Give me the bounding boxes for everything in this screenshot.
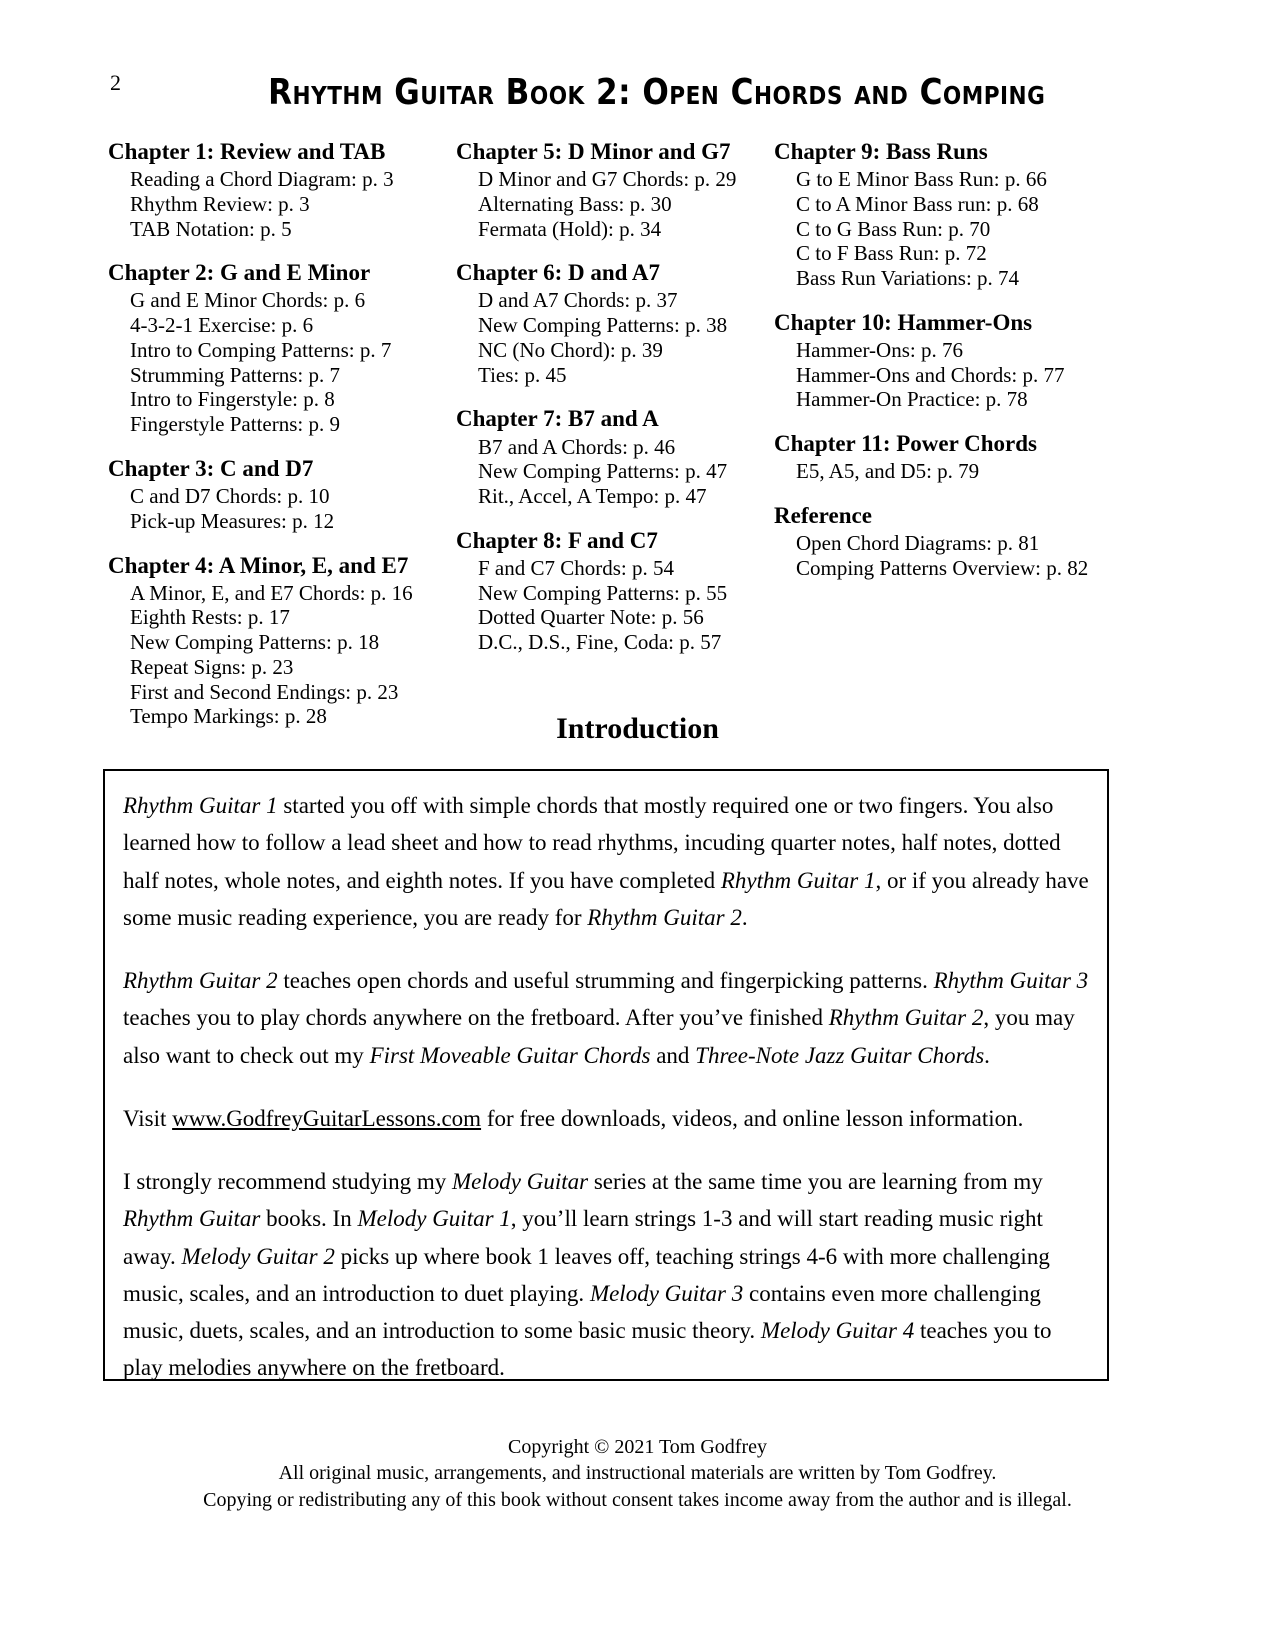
toc-chapter-block [774,502,1104,581]
emphasis-text: Rhythm Guitar 1 [720,867,876,893]
toc-entry[interactable]: Tempo Markings: p. 28 [130,704,327,729]
toc-entry[interactable]: New Comping Patterns: p. 38 [478,313,728,338]
toc-entry[interactable]: Pick-up Measures: p. 12 [130,508,335,533]
toc-chapter-block [108,259,456,437]
toc-entry[interactable]: Fingerstyle Patterns: p. 9 [130,412,340,437]
toc-chapter-block [456,138,774,241]
toc-chapter-title: Chapter 6: D and A7 [456,260,661,286]
text-run: . [984,1042,990,1068]
emphasis-text: Melody Guitar 3 [589,1280,744,1306]
toc-chapter-title: Chapter 9: Bass Runs [774,139,988,164]
text-run: teaches open chords and useful strumming and fingerpicking patterns. [277,968,934,993]
toc-entry[interactable]: Dotted Quarter Note: p. 56 [478,605,704,630]
toc-entry[interactable]: Strumming Patterns: p. 7 [130,362,340,387]
emphasis-text: Rhythm Guitar 1 [123,793,278,818]
emphasis-text: Rhythm Guitar 2 [587,904,742,930]
toc-entry[interactable]: Open Chord Diagrams: p. 81 [796,531,1040,556]
toc-chapter-title: Chapter 10: Hammer-Ons [774,309,1033,335]
toc-chapter-block [456,259,774,387]
toc-entry[interactable]: F and C7 Chords: p. 54 [478,555,675,580]
toc-chapter-title: Chapter 11: Power Chords [774,431,1038,457]
introduction-paragraph [123,962,1089,1074]
text-run: books. In [260,1206,358,1232]
table-of-contents [108,138,1168,747]
toc-entry[interactable]: Repeat Signs: p. 23 [130,654,294,679]
text-run: for free downloads, videos, and online lesson information. [481,1105,1024,1131]
toc-chapter-block [108,138,456,241]
text-run: . [741,904,748,930]
text-run: contains even more challenging music, duets, scales, and an introduction to some basic music theory. [123,1280,1041,1343]
toc-chapter-block [774,138,1104,291]
toc-entry[interactable]: Eighth Rests: p. 17 [130,605,290,630]
toc-entry[interactable]: Alternating Bass: p. 30 [478,191,672,216]
introduction-heading: Introduction [556,712,719,745]
text-run: picks up where book 1 leaves off, teaching strings 4-6 with more challenging music, scales, and an introduction to duet playing. [123,1243,1050,1306]
toc-entry[interactable]: A Minor, E, and E7 Chords: p. 16 [130,580,413,605]
toc-entry[interactable]: Ties: p. 45 [478,362,567,387]
toc-column-3 [774,138,1104,599]
toc-column-2 [456,138,774,673]
toc-entry[interactable]: D Minor and G7 Chords: p. 29 [478,167,737,192]
toc-chapter-block [774,309,1104,412]
toc-entry[interactable]: D.C., D.S., Fine, Coda: p. 57 [478,630,722,655]
text-run: teaches you to play melodies anywhere on the fretboard. [123,1318,1052,1381]
toc-entry[interactable]: C to A Minor Bass run: p. 68 [796,191,1039,216]
footer-line: Copyright © 2021 Tom Godfrey [508,1436,767,1458]
website-link[interactable]: www.GodfreyGuitarLessons.com [172,1105,482,1131]
toc-entry[interactable]: E5, A5, and D5: p. 79 [796,459,980,484]
toc-entry[interactable]: C and D7 Chords: p. 10 [130,484,330,509]
toc-chapter-title: Reference [774,503,872,529]
emphasis-text: Rhythm Guitar 3 [933,968,1089,993]
emphasis-text: Melody Guitar [452,1169,589,1194]
toc-entry[interactable]: Rit., Accel, A Tempo: p. 47 [478,484,707,509]
toc-entry[interactable]: Reading a Chord Diagram: p. 3 [130,167,394,192]
toc-entry[interactable]: Bass Run Variations: p. 74 [796,266,1020,291]
toc-entry[interactable]: NC (No Chord): p. 39 [478,337,663,362]
toc-entry[interactable]: New Comping Patterns: p. 55 [478,580,728,605]
toc-entry[interactable]: New Comping Patterns: p. 47 [478,459,728,484]
toc-entry[interactable]: New Comping Patterns: p. 18 [130,630,380,655]
toc-entry[interactable]: TAB Notation: p. 5 [130,216,292,241]
toc-entry[interactable]: G to E Minor Bass Run: p. 66 [796,167,1047,192]
toc-chapter-block [774,430,1104,484]
text-run: Visit [123,1105,173,1131]
toc-chapter-block [108,455,456,534]
toc-chapter-title: Chapter 8: F and C7 [456,527,658,553]
text-run: teaches you to play chords anywhere on the fretboard. After you’ve finished [123,1005,829,1031]
introduction-paragraph [123,1100,1089,1137]
toc-chapter-block [456,405,774,508]
footer-line: All original music, arrangements, and instructional materials are written by Tom Godfrey. [278,1462,997,1485]
toc-entry[interactable]: C to F Bass Run: p. 72 [796,241,987,266]
page-number: 2 [110,70,121,95]
toc-chapter-title: Chapter 4: A Minor, E, and E7 [108,552,409,578]
toc-entry[interactable]: 4-3-2-1 Exercise: p. 6 [130,313,314,338]
toc-entry[interactable]: Fermata (Hold): p. 34 [478,216,662,241]
copyright-footer [0,1434,1275,1513]
toc-entry[interactable]: B7 and A Chords: p. 46 [478,434,676,459]
text-run: and [650,1042,696,1068]
toc-chapter-title: Chapter 7: B7 and A [456,406,659,432]
toc-entry[interactable]: First and Second Endings: p. 23 [130,679,399,704]
text-run: I strongly recommend studying my [123,1169,452,1194]
emphasis-text: Rhythm Guitar 2 [828,1005,984,1031]
text-run: , or if you already have some music reading experience, you are ready for [123,867,1089,930]
toc-chapter-title: Chapter 1: Review and TAB [108,139,386,164]
introduction-box [103,769,1109,1381]
emphasis-text: Rhythm Guitar [123,1206,261,1232]
toc-entry[interactable]: D and A7 Chords: p. 37 [478,288,678,313]
toc-entry[interactable]: C to G Bass Run: p. 70 [796,216,991,241]
toc-entry[interactable]: Hammer-Ons and Chords: p. 77 [796,362,1065,387]
toc-entry[interactable]: Comping Patterns Overview: p. 82 [796,555,1089,580]
emphasis-text: Three-Note Jazz Guitar Chords [695,1042,985,1068]
emphasis-text: Melody Guitar 2 [181,1243,335,1269]
introduction-paragraph [123,787,1089,936]
text-run: , you may also want to check out my [123,1005,1075,1068]
toc-chapter-block [108,552,456,730]
text-run: series at the same time you are learning from my [588,1169,1043,1194]
toc-entry[interactable]: Hammer-Ons: p. 76 [796,337,963,362]
toc-column-1 [108,138,456,747]
toc-chapter-title: Chapter 5: D Minor and G7 [456,139,731,164]
toc-chapter-title: Chapter 2: G and E Minor [108,260,371,286]
introduction-paragraph [123,1163,1089,1387]
emphasis-text: First Moveable Guitar Chords [369,1042,651,1068]
toc-entry[interactable]: Rhythm Review: p. 3 [130,191,310,216]
text-run: started you off with simple chords that mostly required one or two fingers. You also learned how to follow a lead sheet and how to read rhythms, incuding quarter notes, half notes, dotted half notes, whole notes, and eighth notes. If you have completed [123,793,1061,893]
toc-entry[interactable]: Intro to Comping Patterns: p. 7 [130,337,392,362]
toc-chapter-title: Chapter 3: C and D7 [108,455,314,481]
toc-entry[interactable]: Intro to Fingerstyle: p. 8 [130,387,335,412]
toc-chapter-block [456,527,774,655]
emphasis-text: Melody Guitar 4 [760,1318,915,1343]
toc-entry[interactable]: G and E Minor Chords: p. 6 [130,288,366,313]
footer-line: Copying or redistributing any of this book without consent takes income away from the author and is illegal. [203,1488,1072,1511]
text-run: , you’ll learn strings 1-3 and will start reading music right away. [123,1206,1043,1269]
emphasis-text: Melody Guitar 1 [357,1206,511,1232]
emphasis-text: Rhythm Guitar 2 [123,968,278,993]
toc-entry[interactable]: Hammer-On Practice: p. 78 [796,387,1028,412]
book-title: Rhythm Guitar Book 2: Open Chords and Comping [268,72,1046,113]
